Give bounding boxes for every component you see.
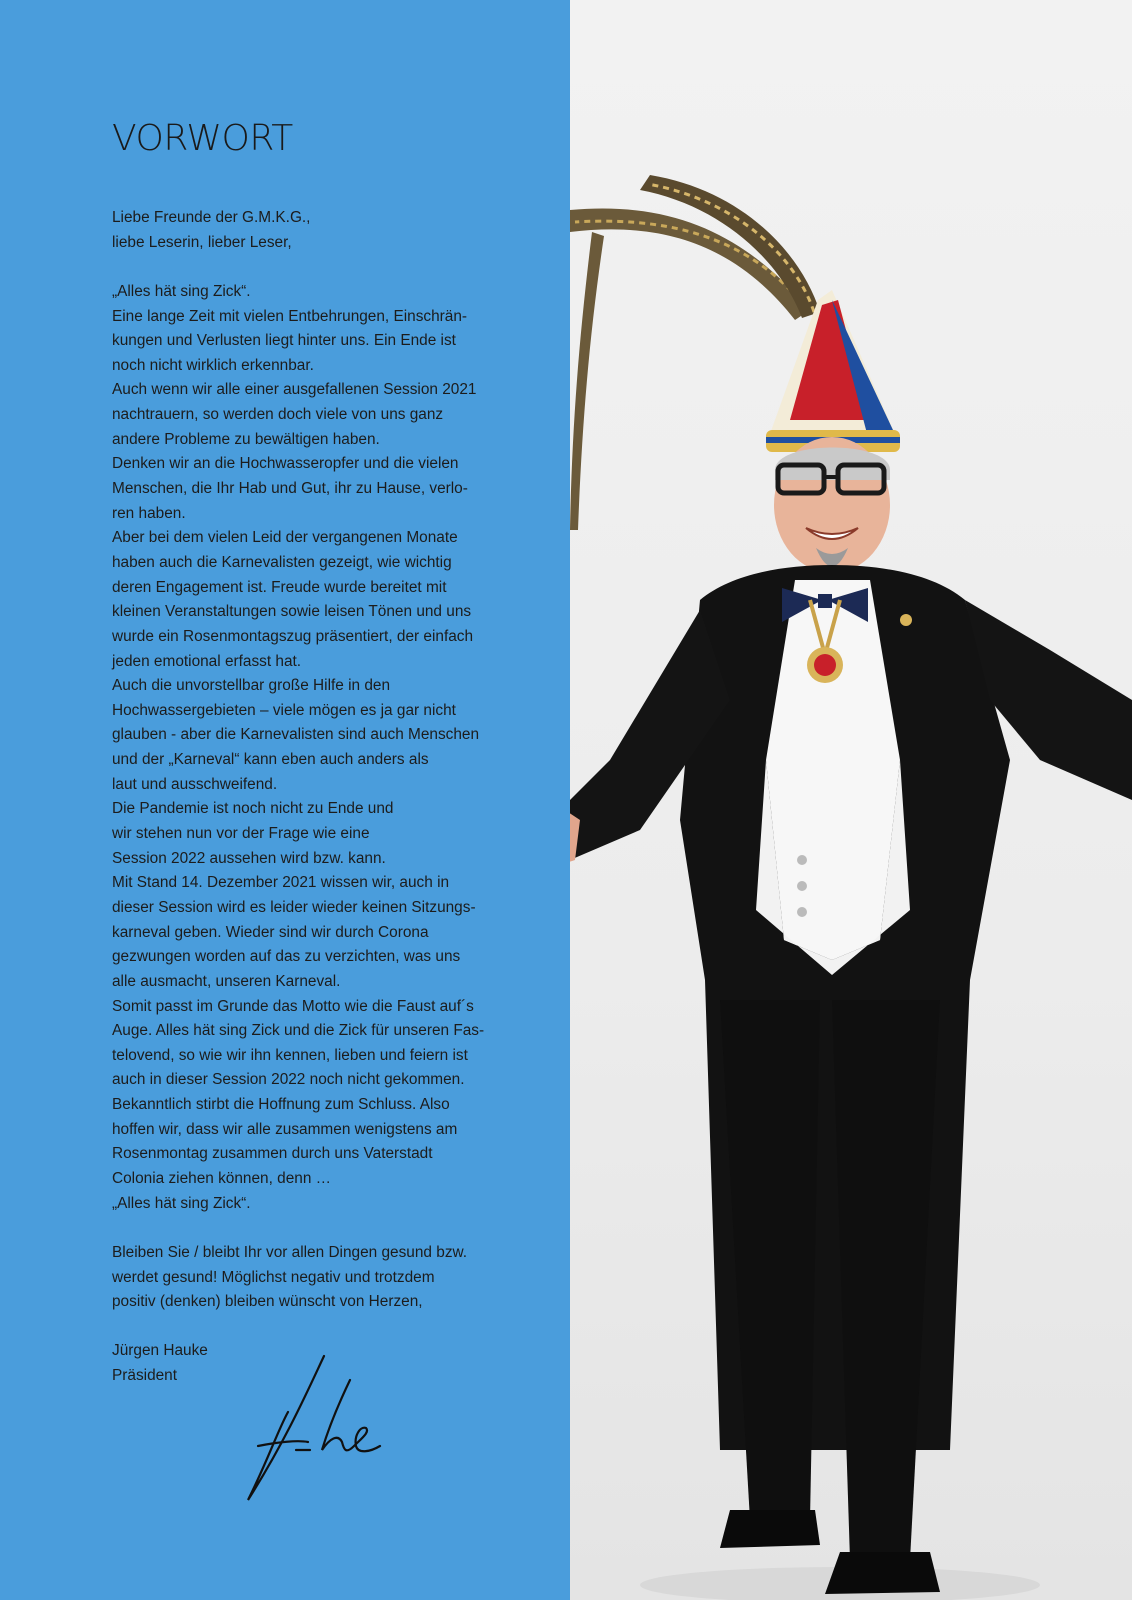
text-line: Liebe Freunde der G.M.K.G., — [112, 209, 311, 226]
text-line: karneval geben. Wieder sind wir durch Corona — [112, 923, 429, 941]
text-line: kleinen Veranstaltungen sowie leisen Tönen und uns — [112, 603, 472, 621]
text-line: „Alles hät sing Zick“. — [112, 282, 251, 300]
text-line: wurde ein Rosenmontagszug präsentiert, der einfach — [112, 627, 474, 645]
text-line: auch in dieser Session 2022 noch nicht gekommen. — [112, 1071, 465, 1089]
text-line: Die Pandemie ist noch nicht zu Ende und — [112, 800, 394, 818]
text-line: telovend, so wie wir ihn kennen, lieben und feiern ist — [112, 1046, 468, 1064]
text-line: Colonia ziehen können, denn … — [112, 1169, 332, 1187]
text-line: jeden emotional erfasst hat. — [112, 652, 302, 670]
photo-panel — [570, 0, 1132, 1600]
text-line: noch nicht wirklich erkennbar. — [112, 356, 314, 374]
text-line: hoffen wir, dass wir alle zusammen wenigstens am — [112, 1120, 458, 1138]
text-line: Session 2022 aussehen wird bzw. kann. — [112, 849, 386, 867]
text-line: Bleiben Sie / bleibt Ihr vor allen Dingen gesund bzw. — [112, 1243, 468, 1261]
text-line: Auge. Alles hät sing Zick und die Zick für unseren Fas- — [112, 1022, 485, 1040]
text-line: kungen und Verlusten liegt hinter uns. Ein Ende ist — [112, 332, 456, 350]
text-line: Eine lange Zeit mit vielen Entbehrungen, Einschrän- — [112, 307, 468, 325]
text-line: Jürgen Hauke — [112, 1342, 208, 1360]
blank-line — [112, 1216, 498, 1241]
blank-line — [112, 1315, 498, 1340]
text-line: ren haben. — [112, 504, 186, 522]
text-line: glauben - aber die Karnevalisten sind auch Menschen — [112, 726, 480, 744]
president-portrait-photo — [570, 0, 1132, 1600]
text-line: Somit passt im Grunde das Motto wie die Faust auf´s — [112, 997, 474, 1015]
text-line: Auch wenn wir alle einer ausgefallenen Session 2021 — [112, 381, 477, 399]
text-line: Denken wir an die Hochwasseropfer und die vielen — [112, 455, 459, 473]
preface-body-text — [112, 206, 498, 1389]
text-line: laut und ausschweifend. — [112, 775, 278, 793]
text-line: Hochwassergebieten – viele mögen es ja gar nicht — [112, 701, 456, 719]
text-line: alle ausmacht, unseren Karneval. — [112, 972, 341, 990]
text-line: liebe Leserin, lieber Leser, — [112, 233, 292, 251]
text-line: Aber bei dem vielen Leid der vergangenen Monate — [112, 529, 458, 547]
text-line: wir stehen nun vor der Frage wie eine — [112, 825, 370, 843]
text-line: Bekanntlich stirbt die Hoffnung zum Schluss. Also — [112, 1096, 450, 1114]
text-line: Präsident — [112, 1367, 178, 1385]
text-line: haben auch die Karnevalisten gezeigt, wie wichtig — [112, 553, 452, 571]
text-line: positiv (denken) bleiben wünscht von Herzen, — [112, 1293, 423, 1311]
handwritten-signature — [238, 1350, 388, 1510]
text-line: dieser Session wird es leider wieder keinen Sitzungs- — [112, 898, 476, 916]
text-line: andere Probleme zu bewältigen haben. — [112, 430, 380, 448]
text-line: Auch die unvorstellbar große Hilfe in den — [112, 677, 391, 695]
text-line: und der „Karneval“ kann eben auch anders als — [112, 751, 429, 769]
page-title: VORWORT — [112, 118, 293, 159]
text-line: deren Engagement ist. Freude wurde bereitet mit — [112, 578, 447, 596]
text-line: „Alles hät sing Zick“. — [112, 1194, 251, 1212]
text-line: Menschen, die Ihr Hab und Gut, ihr zu Hause, verlo- — [112, 480, 468, 498]
text-line: gezwungen worden auf das zu verzichten, was uns — [112, 948, 461, 966]
text-line: werdet gesund! Möglichst negativ und trotzdem — [112, 1268, 435, 1286]
text-line: Mit Stand 14. Dezember 2021 wissen wir, auch in — [112, 874, 450, 892]
blank-line — [112, 255, 498, 280]
text-line: nachtrauern, so werden doch viele von uns ganz — [112, 406, 444, 424]
text-line: Rosenmontag zusammen durch uns Vaterstadt — [112, 1145, 433, 1163]
